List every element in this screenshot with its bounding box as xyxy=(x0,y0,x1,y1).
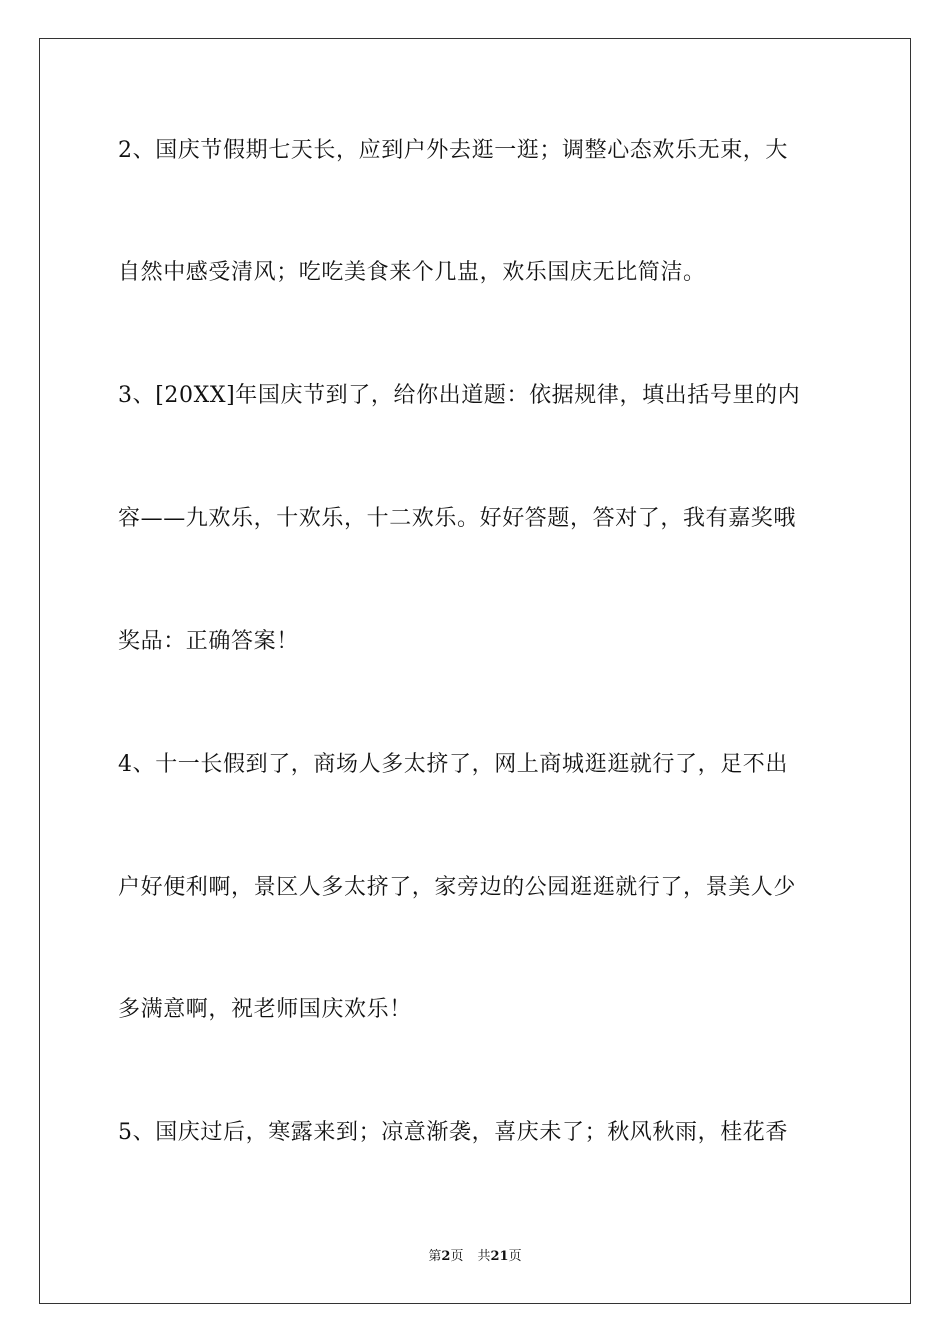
paragraph-line: 自然中感受清风；吃吃美食来个几盅，欢乐国庆无比简洁。 xyxy=(118,260,706,285)
page-number: 2 xyxy=(441,1249,451,1264)
total-pages: 21 xyxy=(490,1249,509,1264)
page-suffix: 页 xyxy=(450,1249,464,1264)
page-prefix: 第 xyxy=(428,1249,442,1264)
paragraph-line: 2、国庆节假期七天长，应到户外去逛一逛；调整心态欢乐无束，大 xyxy=(118,138,788,163)
page-border xyxy=(39,38,911,1304)
paragraph-line: 奖品：正确答案！ xyxy=(118,629,299,654)
total-prefix: 共 xyxy=(477,1249,491,1264)
paragraph-line: 户好便利啊，景区人多太挤了，家旁边的公园逛逛就行了，景美人少 xyxy=(118,875,797,900)
total-suffix: 页 xyxy=(508,1249,522,1264)
paragraph-line: 多满意啊，祝老师国庆欢乐！ xyxy=(118,997,412,1022)
paragraph-line: 5、国庆过后，寒露来到；凉意渐袭，喜庆未了；秋风秋雨，桂花香 xyxy=(118,1120,788,1145)
paragraph-line: 4、十一长假到了，商场人多太挤了，网上商城逛逛就行了，足不出 xyxy=(118,752,788,777)
paragraph-line: 容——九欢乐，十欢乐，十二欢乐。好好答题，答对了，我有嘉奖哦 xyxy=(118,506,797,531)
page-footer xyxy=(0,1248,950,1266)
paragraph-line: 3、[20XX]年国庆节到了，给你出道题：依据规律，填出括号里的内 xyxy=(118,383,801,408)
